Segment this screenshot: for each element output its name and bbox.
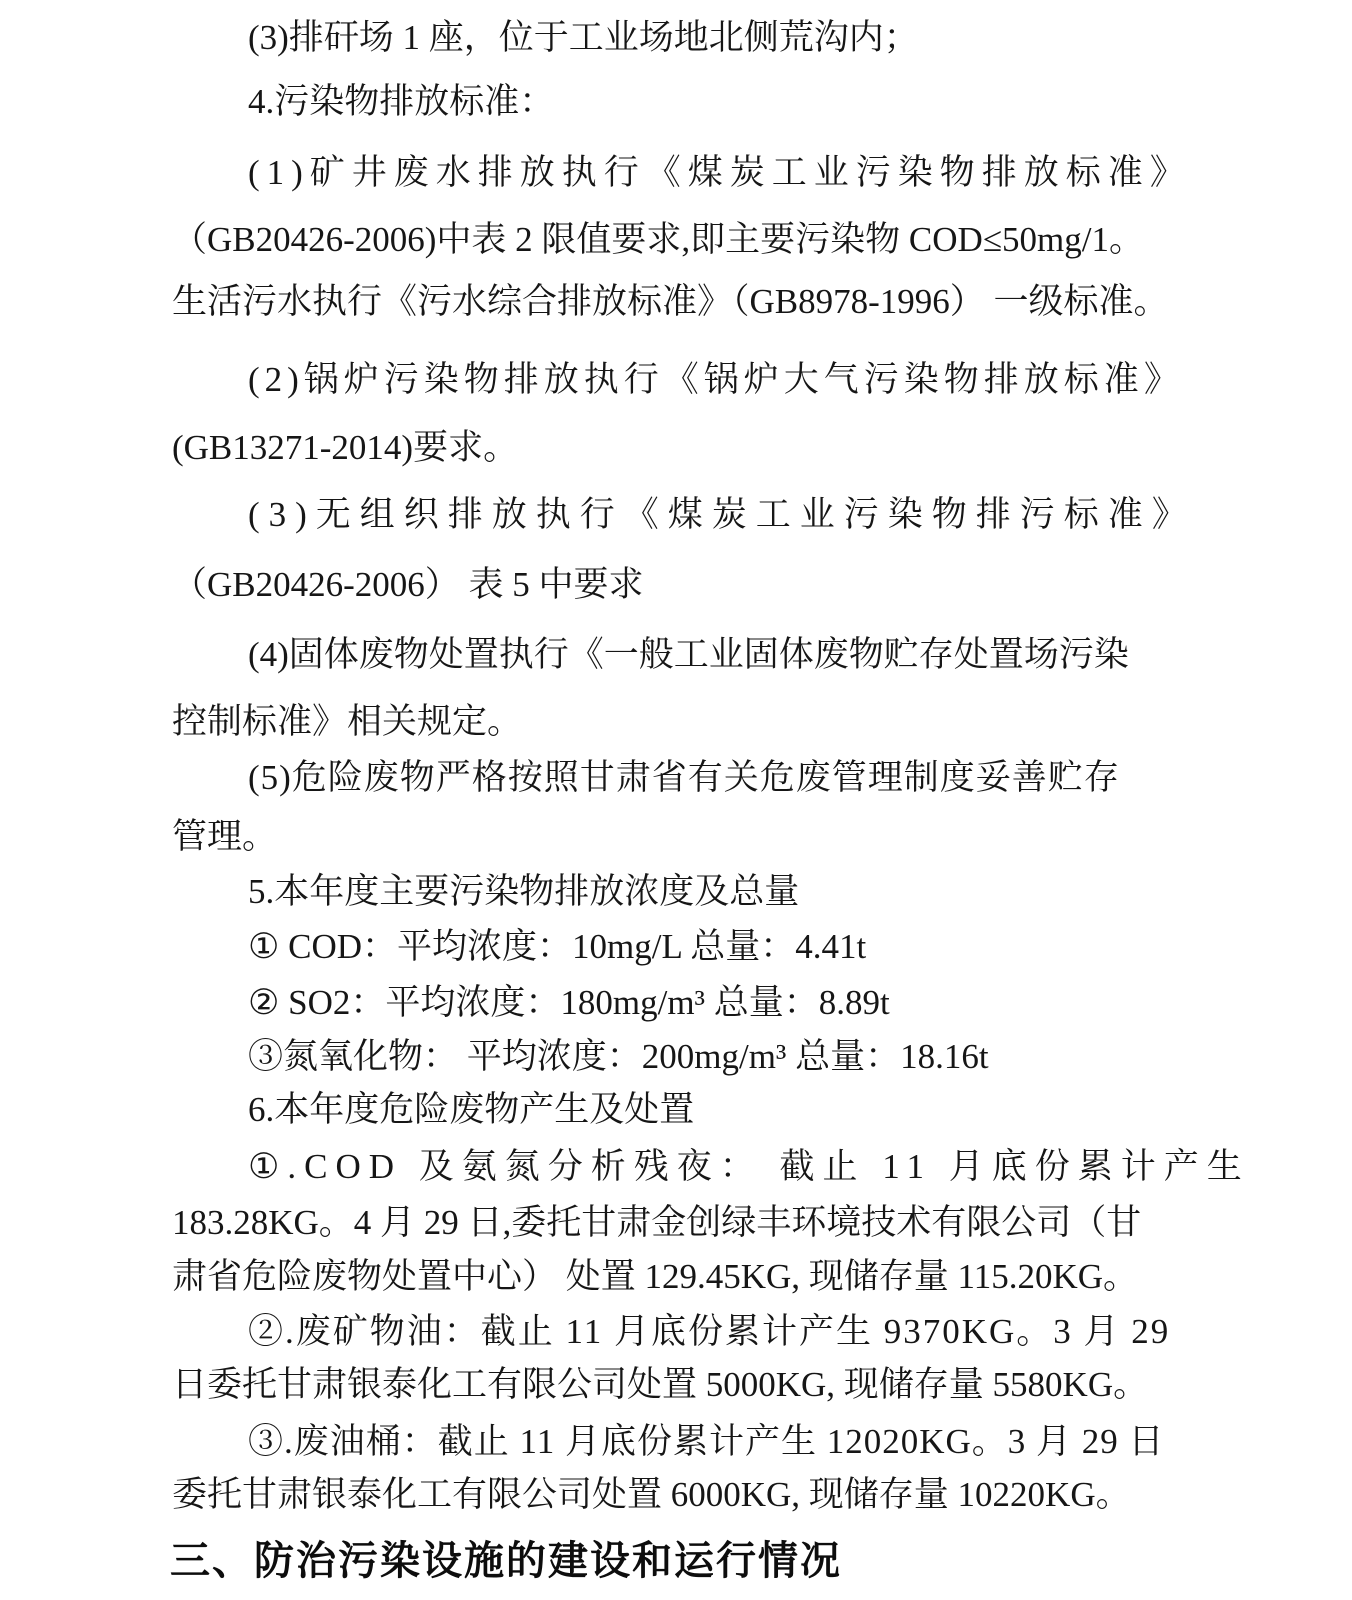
doc-line-22: ②.废矿物油：截止 11 月底份累计产生 9370KG。3 月 29 (248, 1312, 1171, 1351)
doc-line-13: 管理。 (172, 817, 278, 856)
doc-line-20: 183.28KG。4 月 29 日,委托甘肃金创绿丰环境技术有限公司（甘 (172, 1203, 1142, 1242)
doc-line-11: 控制标准》相关规定。 (172, 702, 523, 741)
doc-line-9: （GB20426-2006） 表 5 中要求 (172, 565, 644, 604)
doc-line-12: (5)危险废物严格按照甘肃省有关危废管理制度妥善贮存 (248, 758, 1120, 797)
doc-line-3: (1)矿井废水排放执行《煤炭工业污染物排放标准》 (248, 153, 1192, 192)
section-heading: 三、防治污染设施的建设和运行情况 (170, 1539, 842, 1583)
doc-line-10: (4)固体废物处置执行《一般工业固体废物贮存处置场污染 (248, 635, 1129, 674)
doc-line-1: (3)排矸场 1 座，位于工业场地北侧荒沟内； (248, 18, 919, 57)
doc-line-15: ① COD：平均浓度：10mg/L 总量：4.41t (248, 927, 867, 966)
doc-line-14: 5.本年度主要污染物排放浓度及总量 (248, 872, 800, 911)
doc-line-8: (3)无组织排放执行《煤炭工业污染物排污标准》 (248, 495, 1196, 534)
doc-line-4: （GB20426-2006)中表 2 限值要求,即主要污染物 COD≤50mg/1。 (172, 220, 1144, 259)
doc-line-21: 肃省危险废物处置中心） 处置 129.45KG, 现储存量 115.20KG。 (172, 1257, 1139, 1296)
doc-line-5: 生活污水执行《污水综合排放标准》（GB8978-1996） 一级标准。 (172, 282, 1169, 321)
doc-line-17: ③氮氧化物： 平均浓度：200mg/m³ 总量：18.16t (248, 1037, 989, 1076)
doc-line-7: (GB13271-2014)要求。 (172, 428, 519, 467)
doc-line-2: 4.污染物排放标准： (248, 82, 555, 121)
doc-line-16: ② SO2：平均浓度：180mg/m³ 总量：8.89t (248, 983, 890, 1022)
doc-line-23: 日委托甘肃银泰化工有限公司处置 5000KG, 现储存量 5580KG。 (172, 1365, 1149, 1404)
doc-line-24: ③.废油桶：截止 11 月底份累计产生 12020KG。3 月 29 日 (248, 1422, 1165, 1461)
doc-line-25: 委托甘肃银泰化工有限公司处置 6000KG, 现储存量 10220KG。 (172, 1475, 1131, 1514)
doc-line-19: ①.COD 及氨氮分析残夜： 截止 11 月底份累计产生 (248, 1147, 1250, 1186)
doc-line-18: 6.本年度危险废物产生及处置 (248, 1090, 695, 1129)
doc-line-6: (2)锅炉污染物排放执行《锅炉大气污染物排放标准》 (248, 360, 1184, 399)
